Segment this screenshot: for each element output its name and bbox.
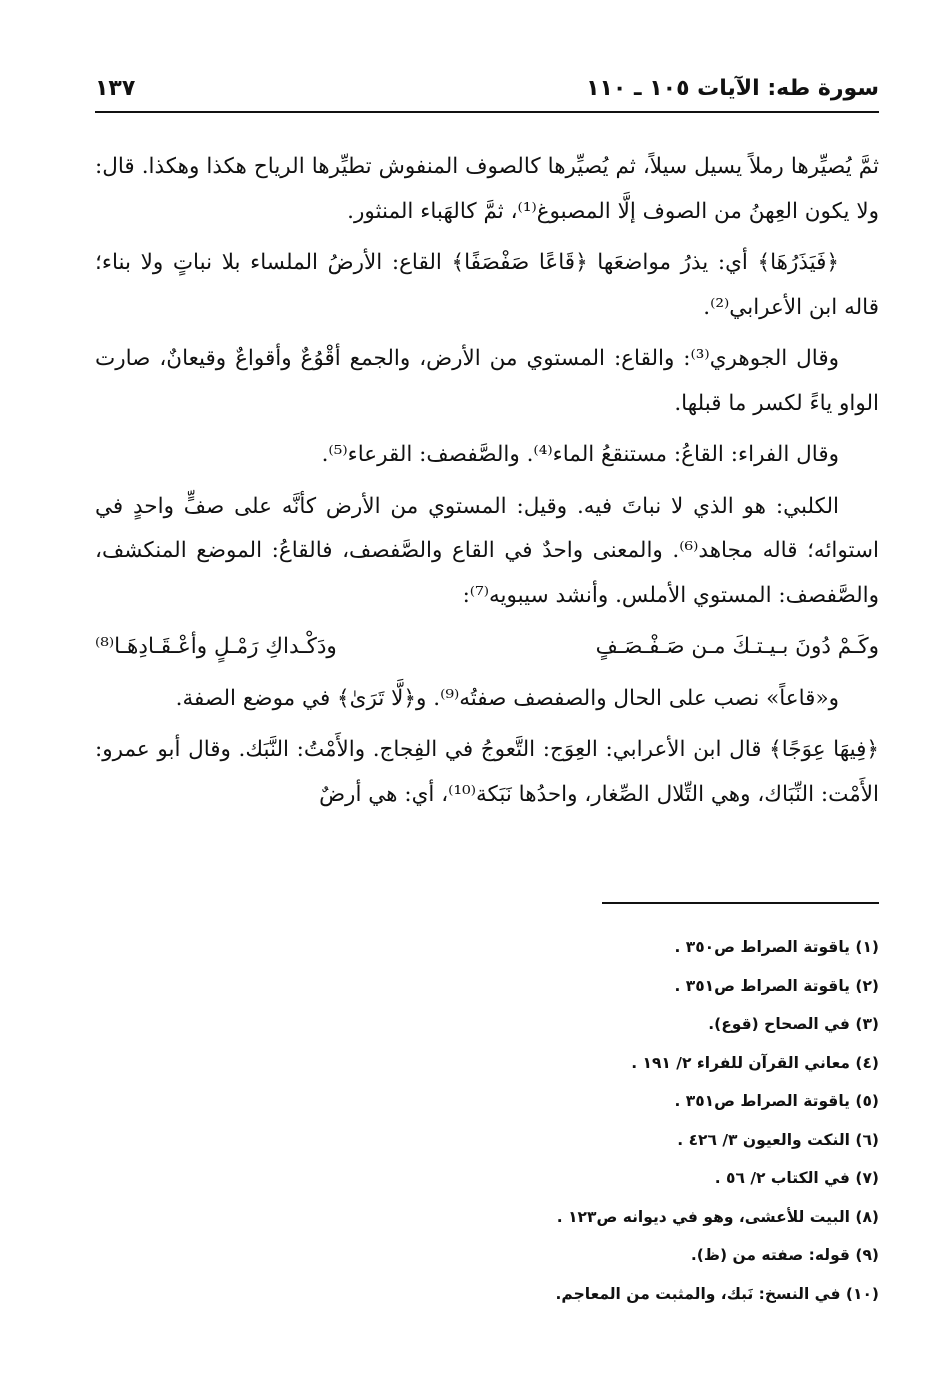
footnote: (٥) ياقوتة الصراط ص٣٥١ . <box>674 1092 879 1110</box>
footnote: (٨) البيت للأعشى، وهو في ديوانه ص١٢٣ . <box>556 1207 879 1226</box>
paragraph: وقال الفراء: القاعُ: مستنقعُ الماء⁽⁴⁾. والصَّفصف: القرعاء⁽⁵⁾. <box>321 442 839 467</box>
footnote: (١) ياقوتة الصراط ص٣٥٠ . <box>674 938 879 956</box>
main-text <box>95 145 879 824</box>
verse-second-hemistich: ودَكْـداكِ رَمْـلٍ وأعْـقَـادِهَـا⁽⁸⁾ <box>95 634 337 659</box>
header-rule <box>95 111 879 113</box>
footnote-rule <box>602 902 879 904</box>
footnote: (٣) في الصحاح (قوع). <box>708 1015 879 1033</box>
footnote: (٤) معاني القرآن للفراء ٢/ ١٩١ . <box>631 1053 879 1072</box>
paragraph: ﴿فَيَذَرُهَا﴾ أي: يذرُ مواضعَها ﴿قَاعًا صَفْصَفًا﴾ القاع: الأرضُ الملساء بلا نباتٍ ولا بناء؛ قاله ابن الأعرابي⁽²⁾. <box>95 250 879 320</box>
footnote: (٦) النكت والعيون ٣/ ٤٢٦ . <box>677 1130 879 1149</box>
footnotes <box>95 928 879 1313</box>
page-number: ١٣٧ <box>95 75 136 101</box>
paragraph: ثمَّ يُصيِّرها رملاً يسيل سيلاً، ثم يُصيِّرها كالصوف المنفوش تطيِّرها الرياح هكذا وهكذا. قال: ولا يكون العِهنُ من الصوف إلَّا المصبوغ⁽¹⁾، ثمَّ كالهَباء المنثور. <box>95 154 879 224</box>
paragraph: وقال الجوهري⁽³⁾: والقاع: المستوي من الأرض، والجمع أقْوُعٌ وأقواعٌ وقيعانٌ، صارت الواو ياءً لكسر ما قبلها. <box>95 346 879 416</box>
section-title: سورة طه: الآيات ١٠٥ ـ ١١٠ <box>586 75 879 101</box>
footnote: (١٠) في النسخ: نَبك، والمثبت من المعاجم. <box>555 1284 879 1303</box>
paragraph: و«قاعاً» نصب على الحال والصفصف صفتُه⁽⁹⁾. و﴿لَّا تَرَىٰ﴾ في موضع الصفة. <box>175 685 839 711</box>
paragraph: ﴿فِيهَا عِوَجًا﴾ قال ابن الأعرابي: العِوَج: التَّعوجُ في الفِجاج. والأَمْتُ: النَّبَك. وقال أبو عمرو: الأَمْت: النِّبَاك، وهي التِّلال الصِّغار، واحدُها نَبَكة⁽¹⁰⁾، أي: هي أرضٌ <box>95 737 879 807</box>
footnote: (٢) ياقوتة الصراط ص٣٥١ . <box>674 976 879 995</box>
verse-first-hemistich: وكَـمْ دُونَ بـيـتـكَ مـن صَـفْـصَـفٍ <box>595 634 879 659</box>
poetry-verse <box>95 625 879 670</box>
footnote: (٩) قوله: صفته من (ظ). <box>690 1246 879 1264</box>
footnote: (٧) في الكتاب ٢/ ٥٦ . <box>714 1169 879 1187</box>
running-header <box>95 70 879 106</box>
paragraph: الكلبي: هو الذي لا نباتَ فيه. وقيل: المستوي من الأرض كأنَّه على صفٍّ واحدٍ في استوائه؛ قاله مجاهد⁽⁶⁾. والمعنى واحدٌ في القاع والصَّفصف، فالقاعُ: الموضع المنكشف، والصَّفصف: المستوي الأملس. وأنشد سيبويه⁽⁷⁾: <box>95 493 879 608</box>
